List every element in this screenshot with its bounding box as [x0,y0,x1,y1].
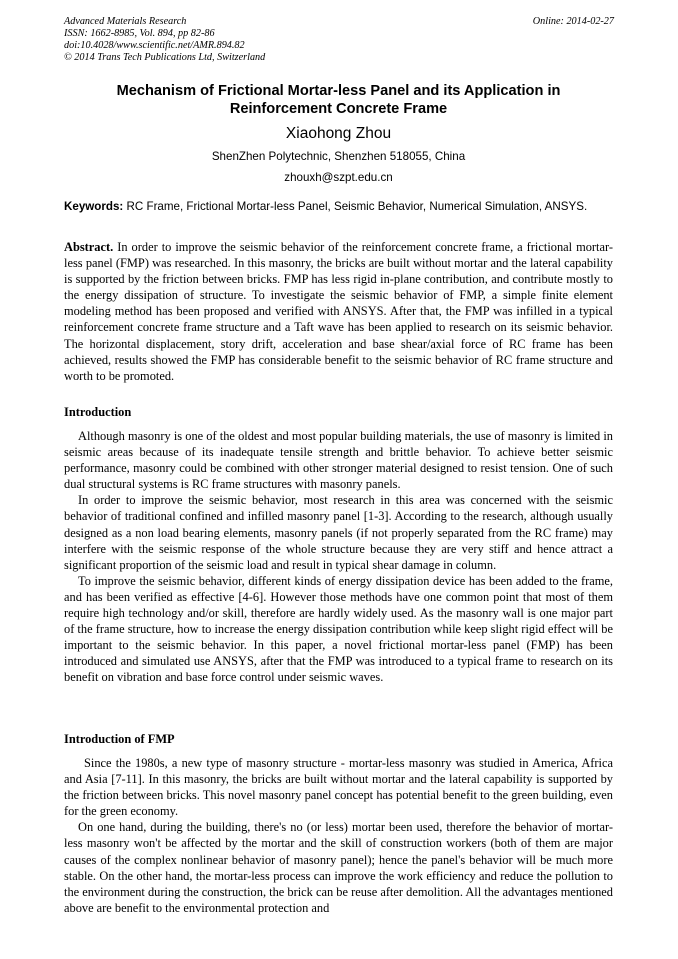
abstract-label: Abstract. [64,240,114,254]
journal-header [64,16,265,64]
issn-line: ISSN: 1662-8985, Vol. 894, pp 82-86 [64,28,215,39]
keywords-text: RC Frame, Frictional Mortar-less Panel, Seismic Behavior, Numerical Simulation, ANSYS. [126,200,588,213]
introduction-paragraph: In order to improve the seismic behavior, most research in this area was concerned with the seismic behavior of traditional confined and infilled masonry panel [1-3]. According to the research, although usually designed as a non load bearing elements, masonry panels (if not properly separated from the RC frame) may interfere with the seismic response of the whole structure because they are very stiff and hence attract a significant proportion of the seismic load and result in typical shear damage in column. [64,493,613,572]
introduction-paragraph: To improve the seismic behavior, different kinds of energy dissipation device has been added to the frame, and has been verified as effective [4-6]. However those methods have one common point that most of them require high technology and/or skill, therefore are hardly widely used. As the masonry wall is one major part of the frame structure, how to increase the energy dissipation contribution while keep slight rigid effect will be important to the seismic behavior. In this paper, a novel frictional mortar-less panel (FMP) has been introduced and simulated use ANSYS, after that the FMP was introduced to a typical frame to research on its benefit on vibration and base force control under seismic waves. [64,573,613,685]
doi-line: doi:10.4028/www.scientific.net/AMR.894.82 [64,40,245,51]
author-affiliation: ShenZhen Polytechnic, Shenzhen 518055, China [211,150,466,163]
introduction-paragraph: Although masonry is one of the oldest and most popular building materials, the use of masonry is limited in seismic areas because of its inadequate tensile strength and brittle behavior. To achieve better seismic performance, masonry could be combined with other stronger material designed to resist tension. One of such dual structural systems is RC frame structures with masonry panels. [64,429,613,492]
keywords-block [64,200,613,215]
fmp-heading: Introduction of FMP [64,732,175,746]
online-date: Online: 2014-02-27 [532,16,614,27]
abstract-block [64,239,613,384]
fmp-section [64,755,613,916]
keywords-label: Keywords: [64,200,124,213]
fmp-paragraph: Since the 1980s, a new type of masonry structure - mortar-less masonry was studied in America, Africa and Asia [7-11]. In this masonry, the bricks are built without mortar and the lateral capability is supported by the friction between bricks. This novel masonry panel concept has potential benefit to the green building, even for the green economy. [64,756,613,819]
journal-name: Advanced Materials Research [64,16,187,27]
fmp-paragraph: On one hand, during the building, there's no (or less) mortar been used, therefore the behavior of mortar-less masonry won't be affected by the mortar and the skill of construction workers (both of them are major causes of the complex nonlinear behavior of masonry panel); hence the panel's behavior will be much more stable. On the other hand, the mortar-less process can improve the work efficiency and reduce the pollution to the environment during the construction, the brick can be reuse after demolition. All the advantages mentioned above are benefit to the environmental protection and [64,820,613,915]
author-name: Xiaohong Zhou [285,125,392,142]
abstract-text: In order to improve the seismic behavior of the reinforcement concrete frame, a frictional mortar-less panel (FMP) was researched. In this masonry, the bricks are built without mortar and the lateral capability is supported by the friction between bricks. FMP has less rigid in-plane contribution, and contribute mostly to the energy dissipation of structure. To investigate the seismic behavior of FMP, a simple finite element modeling method has been proposed and verified with ANSYS. After that, the FMP was infilled in a typical reinforcement concrete frame structure and a Taft wave has been applied to research on its seismic behavior. The horizontal displacement, story drift, acceleration and base shear/axial force of RC frame has been achieved, results showed the FMP has considerable benefit to the seismic behavior of RC frame structure and worth to be promoted. [64,240,613,383]
paper-title: Mechanism of Frictional Mortar-less Panel and its Application in Reinforcement Concrete Frame [116,83,561,117]
introduction-heading: Introduction [64,405,132,419]
author-email[interactable]: zhouxh@szpt.edu.cn [284,171,393,184]
introduction-section [64,428,613,686]
copyright-line: © 2014 Trans Tech Publications Ltd, Switzerland [64,52,266,63]
